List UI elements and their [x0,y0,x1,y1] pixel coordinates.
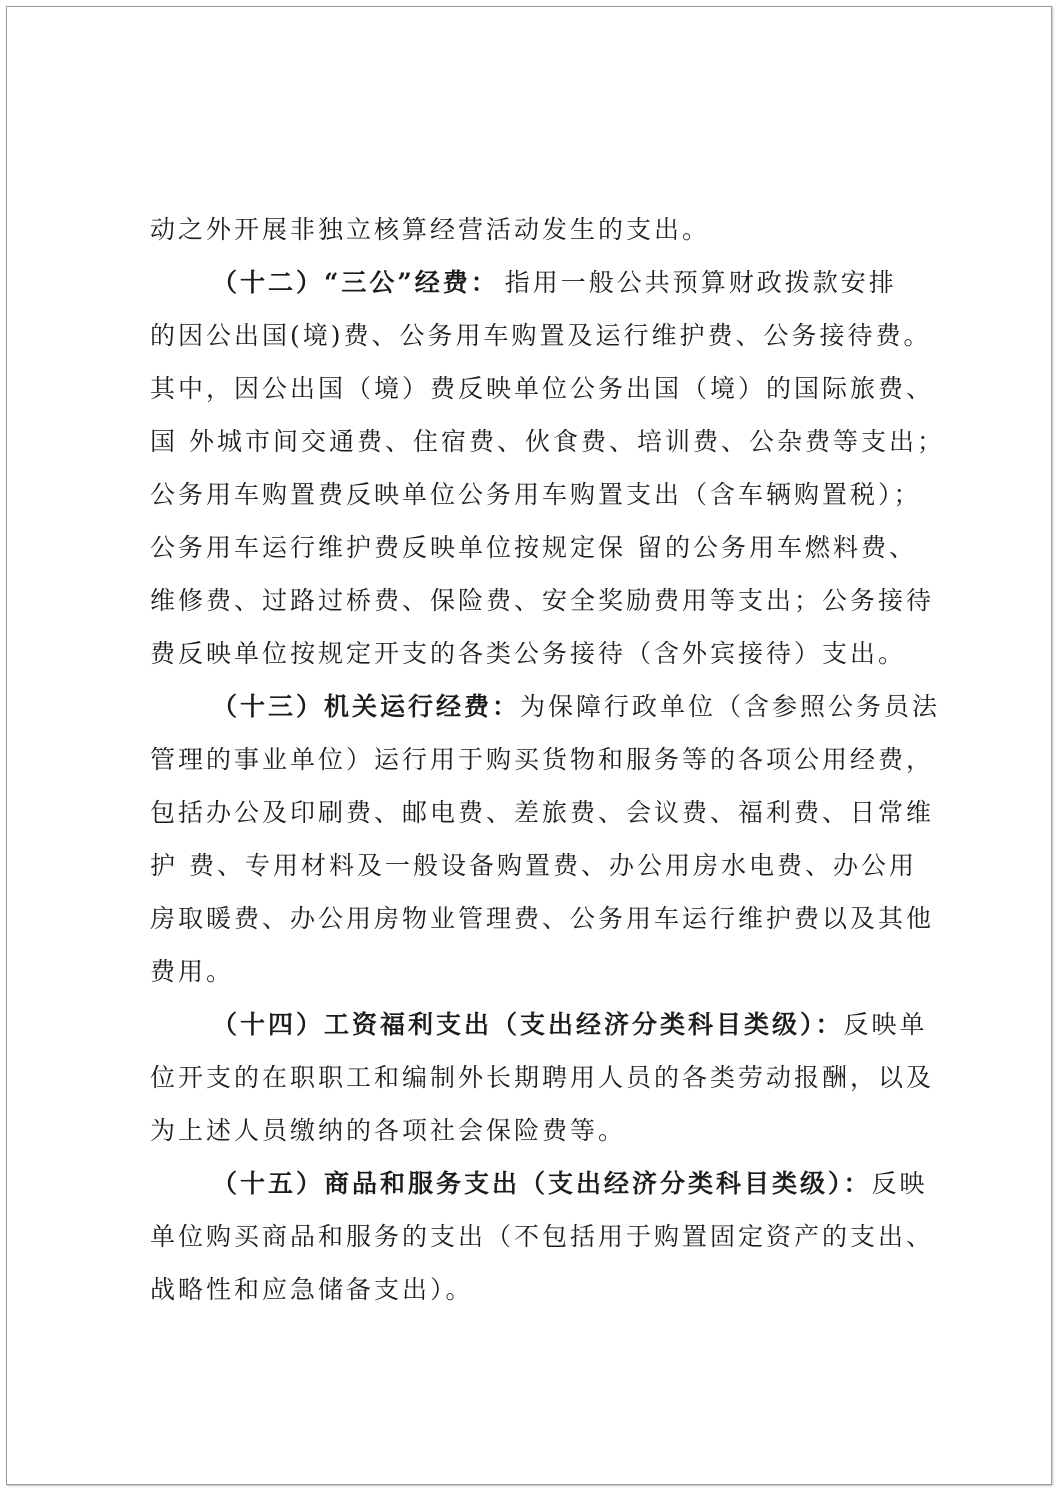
section-13-heading: （十三）机关运行经费： [212,692,521,721]
paragraph-15-line-1 [150,1157,930,1210]
paragraph-15-line-2: 单位购买商品和服务的支出（不包括用于购置固定资产的支出、 [150,1222,935,1251]
paragraph-12-line-4: 国 外城市间交通费、住宿费、伙食费、培训费、公杂费等支出； [150,427,945,456]
paragraph-13-line-3: 包括办公及印刷费、邮电费、差旅费、会议费、福利费、日常维 [150,798,935,827]
paragraph-14-line-3: 为上述人员缴纳的各项社会保险费等。 [150,1116,627,1145]
paragraph-13-line-2: 管理的事业单位）运行用于购买货物和服务等的各项公用经费， [150,745,935,774]
paragraph-13-line-5: 房取暖费、办公用房物业管理费、公务用车运行维护费以及其他 [150,904,935,933]
section-14-text: 反映单 [843,1010,928,1039]
paragraph-12-line-8: 费反映单位按规定开支的各类公务接待（含外宾接待）支出。 [150,639,907,668]
paragraph-12-line-6: 公务用车运行维护费反映单位按规定保 留的公务用车燃料费、 [150,533,917,562]
paragraph-15-line-3: 战略性和应急储备支出）。 [150,1275,474,1304]
paragraph-12-line-2: 的因公出国(境)费、公务用车购置及运行维护费、公务接待费。 [150,321,932,350]
section-15-heading: （十五）商品和服务支出（支出经济分类科目类级）： [212,1169,872,1198]
document-page [6,6,1052,1485]
section-15-text: 反映 [871,1169,928,1198]
paragraph-12-line-5: 公务用车购置费反映单位公务用车购置支出（含车辆购置税）； [150,480,922,509]
paragraph-12-line-3: 其中，因公出国（境）费反映单位公务出国（境）的国际旅费、 [150,374,935,403]
document-body [150,203,945,1316]
section-13-text: 为保障行政单位（含参照公务员法 [520,692,941,721]
paragraph-13-line-4: 护 费、专用材料及一般设备购置费、办公用房水电费、办公用 [150,851,917,880]
section-12-text: 指用一般公共预算财政拨款安排 [504,268,897,297]
paragraph-11-tail: 动之外开展非独立核算经营活动发生的支出。 [150,215,711,244]
paragraph-12-line-1 [150,256,930,309]
section-12-heading: （十二）“三公”经费： [212,268,499,297]
paragraph-13-line-1 [150,680,941,733]
paragraph-14-line-2: 位开支的在职职工和编制外长期聘用人员的各类劳动报酬，以及 [150,1063,935,1092]
paragraph-13-line-6: 费用。 [150,957,235,986]
paragraph-14-line-1 [150,998,930,1051]
section-14-heading: （十四）工资福利支出（支出经济分类科目类级）： [212,1010,844,1039]
paragraph-12-line-7: 维修费、过路过桥费、保险费、安全奖励费用等支出；公务接待 [150,586,935,615]
